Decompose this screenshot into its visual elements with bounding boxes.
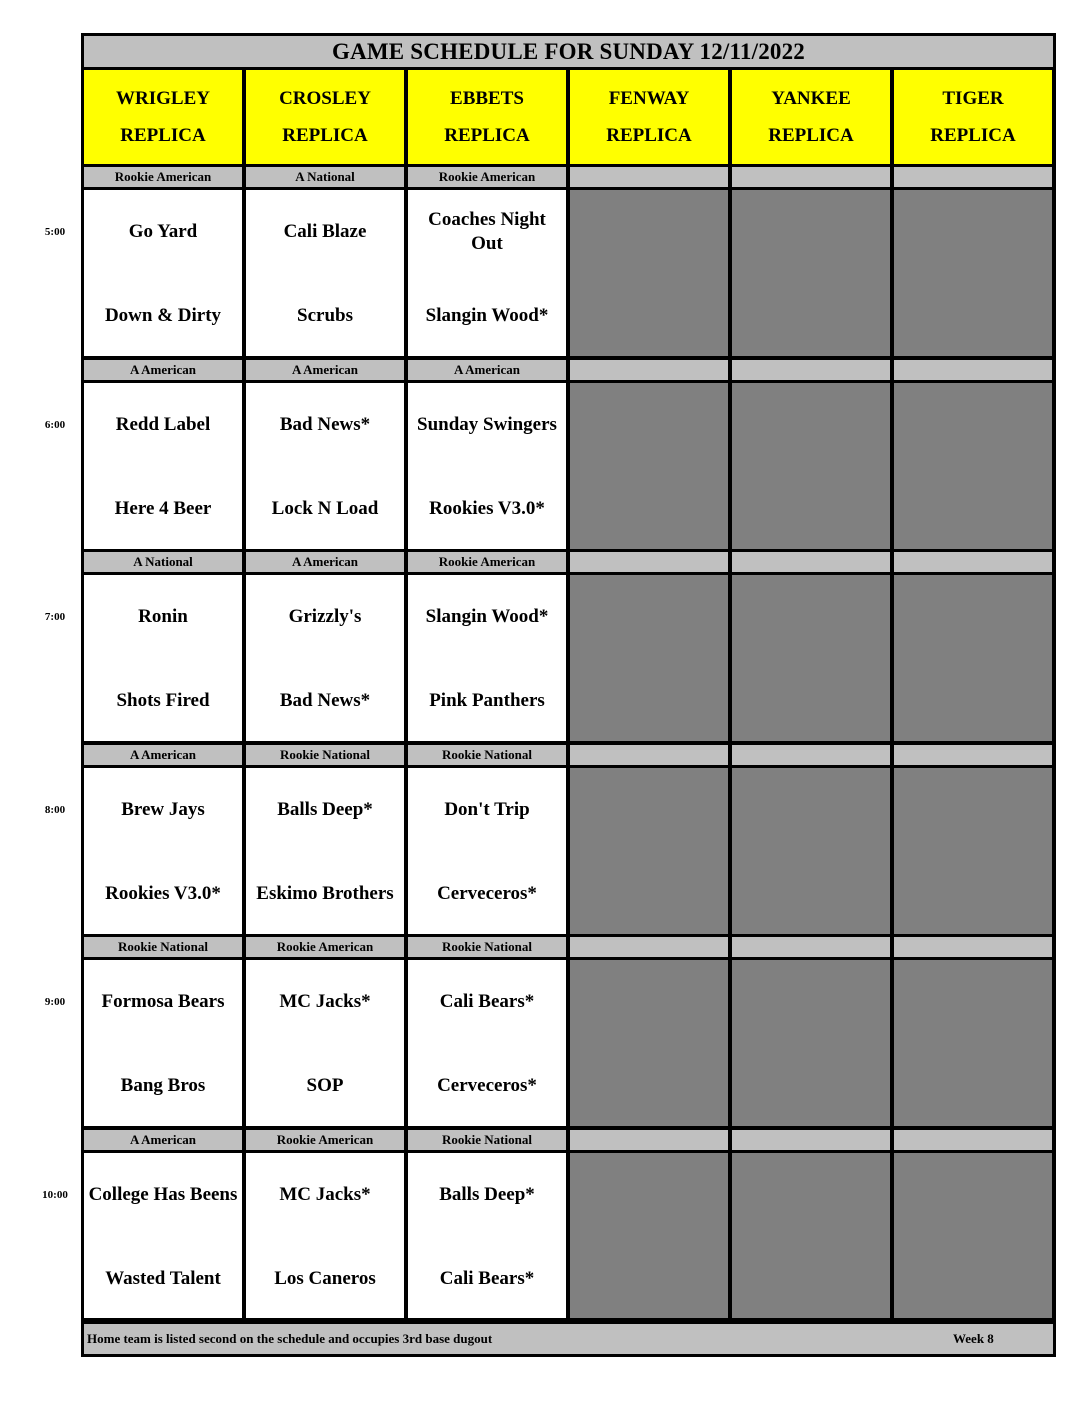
field-header-fenway (570, 70, 728, 164)
division-label (732, 552, 890, 572)
time-label: 9:00 (44, 996, 66, 1008)
time-label: 10:00 (42, 1189, 68, 1201)
division-label (570, 937, 728, 957)
empty-field-cell (732, 768, 890, 934)
empty-field-cell (732, 383, 890, 549)
field-subtitle: REPLICA (768, 125, 854, 146)
game-cell (84, 190, 242, 356)
game-cell (84, 960, 242, 1126)
division-label (570, 360, 728, 380)
division-label: A American (84, 745, 242, 765)
division-label: Rookie American (246, 937, 404, 957)
game-cell (408, 768, 566, 934)
division-label: Rookie National (408, 745, 566, 765)
home-team: Here 4 Beer (114, 498, 212, 519)
empty-field-cell (570, 960, 728, 1126)
field-subtitle: REPLICA (444, 125, 530, 146)
footer-note: Home team is listed second on the schedule and occupies 3rd base dugout (87, 1331, 493, 1346)
away-team: Balls Deep* (277, 799, 373, 820)
time-label: 7:00 (44, 611, 66, 623)
division-label (894, 937, 1052, 957)
schedule-table (81, 33, 1056, 1357)
home-team: Lock N Load (271, 498, 379, 519)
division-label: Rookie American (246, 1130, 404, 1150)
home-team: Slangin Wood* (425, 305, 549, 326)
game-cell (408, 383, 566, 549)
empty-field-cell (570, 383, 728, 549)
empty-field-cell (570, 575, 728, 741)
away-team: Go Yard (128, 221, 198, 242)
away-team: Ronin (138, 606, 188, 627)
division-label: Rookie American (408, 167, 566, 187)
game-cell (246, 190, 404, 356)
game-cell (84, 1153, 242, 1318)
division-label: Rookie National (246, 745, 404, 765)
game-cell (408, 575, 566, 741)
division-label: A American (408, 360, 566, 380)
away-team: MC Jacks* (279, 991, 371, 1012)
division-label (570, 1130, 728, 1150)
field-header-crosley (246, 70, 404, 164)
division-label (570, 552, 728, 572)
home-team: Wasted Talent (105, 1268, 221, 1289)
field-name: WRIGLEY (116, 88, 210, 109)
game-cell (246, 575, 404, 741)
division-label (894, 1130, 1052, 1150)
game-cell (84, 575, 242, 741)
home-team: Bad News* (279, 690, 371, 711)
division-label: A American (84, 360, 242, 380)
away-team: Slangin Wood* (425, 606, 549, 627)
home-team: Los Caneros (274, 1268, 376, 1289)
away-team: Balls Deep* (439, 1184, 535, 1205)
division-label (894, 745, 1052, 765)
empty-field-cell (732, 1153, 890, 1318)
division-label (732, 937, 890, 957)
game-cell (408, 1153, 566, 1318)
home-team: Bang Bros (120, 1075, 206, 1096)
game-cell (408, 190, 566, 356)
division-label: Rookie National (408, 937, 566, 957)
home-team: SOP (306, 1075, 344, 1096)
away-team: College Has Beens (88, 1184, 238, 1205)
division-label: Rookie National (408, 1130, 566, 1150)
home-team: Shots Fired (116, 690, 210, 711)
empty-field-cell (894, 575, 1052, 741)
page-title: GAME SCHEDULE FOR SUNDAY 12/11/2022 (84, 36, 1053, 67)
division-label: A American (246, 552, 404, 572)
empty-field-cell (732, 190, 890, 356)
away-team: Cali Blaze (283, 221, 367, 242)
home-team: Rookies V3.0* (105, 883, 221, 904)
game-cell (246, 960, 404, 1126)
game-cell (246, 383, 404, 549)
empty-field-cell (894, 768, 1052, 934)
division-label: Rookie American (84, 167, 242, 187)
division-label (894, 360, 1052, 380)
home-team: Cali Bears* (439, 1268, 535, 1289)
field-header-ebbets (408, 70, 566, 164)
division-label (732, 360, 890, 380)
empty-field-cell (570, 1153, 728, 1318)
empty-field-cell (570, 190, 728, 356)
division-label (732, 745, 890, 765)
empty-field-cell (570, 768, 728, 934)
away-team: Grizzly's (288, 606, 362, 627)
field-name: FENWAY (608, 88, 690, 109)
field-subtitle: REPLICA (282, 125, 368, 146)
home-team: Cerveceros* (437, 1075, 537, 1096)
empty-field-cell (894, 1153, 1052, 1318)
home-team: Down & Dirty (104, 305, 222, 326)
division-label (732, 167, 890, 187)
home-team: Eskimo Brothers (256, 883, 394, 904)
field-subtitle: REPLICA (606, 125, 692, 146)
field-subtitle: REPLICA (120, 125, 206, 146)
division-label (570, 167, 728, 187)
away-team: Redd Label (115, 414, 211, 435)
time-label: 6:00 (44, 419, 66, 431)
field-header-wrigley (84, 70, 242, 164)
home-team: Scrubs (297, 305, 353, 326)
game-cell (408, 960, 566, 1126)
week-label: Week 8 (953, 1331, 994, 1346)
division-label: A National (246, 167, 404, 187)
away-team: MC Jacks* (279, 1184, 371, 1205)
game-cell (84, 383, 242, 549)
division-label: A American (84, 1130, 242, 1150)
home-team: Rookies V3.0* (429, 498, 545, 519)
game-cell (246, 1153, 404, 1318)
home-team: Pink Panthers (429, 690, 545, 711)
field-header-tiger (894, 70, 1052, 164)
division-label: A American (246, 360, 404, 380)
division-label (894, 167, 1052, 187)
empty-field-cell (894, 960, 1052, 1126)
field-subtitle: REPLICA (930, 125, 1016, 146)
home-team: Cerveceros* (437, 883, 537, 904)
away-team: Coaches Night Out (428, 209, 546, 254)
away-team: Bad News* (279, 414, 371, 435)
time-label: 5:00 (44, 226, 66, 238)
division-label (894, 552, 1052, 572)
empty-field-cell (894, 190, 1052, 356)
division-label (570, 745, 728, 765)
footer (84, 1324, 1053, 1354)
field-name: YANKEE (771, 88, 851, 109)
away-team: Cali Bears* (439, 991, 535, 1012)
game-cell (84, 768, 242, 934)
empty-field-cell (894, 383, 1052, 549)
empty-field-cell (732, 960, 890, 1126)
time-label: 8:00 (44, 804, 66, 816)
away-team: Don't Trip (444, 799, 530, 820)
division-label: Rookie National (84, 937, 242, 957)
field-header-yankee (732, 70, 890, 164)
away-team: Brew Jays (121, 799, 205, 820)
field-name: EBBETS (450, 88, 524, 109)
field-name: TIGER (942, 88, 1004, 109)
empty-field-cell (732, 575, 890, 741)
away-team: Sunday Swingers (417, 414, 557, 435)
field-name: CROSLEY (279, 88, 371, 109)
division-label: A National (84, 552, 242, 572)
division-label (732, 1130, 890, 1150)
division-label: Rookie American (408, 552, 566, 572)
away-team: Formosa Bears (101, 991, 225, 1012)
game-cell (246, 768, 404, 934)
